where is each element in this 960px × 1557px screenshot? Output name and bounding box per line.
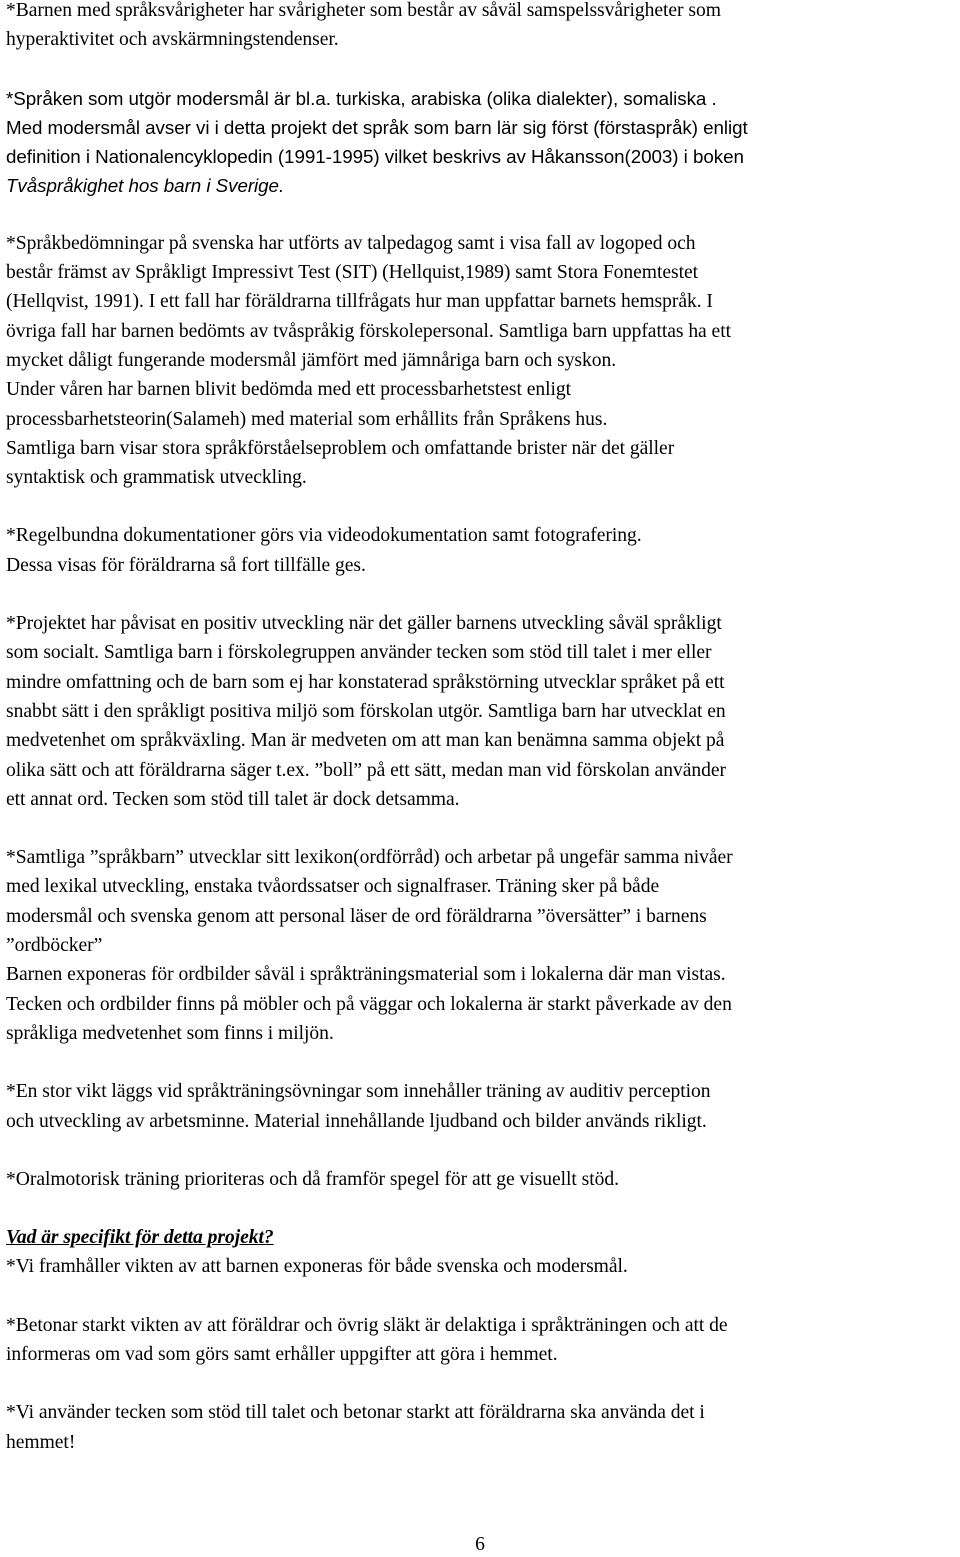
text-line: *Språkbedömningar på svenska har utförts av talpedagog samt i visa fall av logoped och xyxy=(6,232,696,254)
text-line: språkliga medvetenhet som finns i miljön. xyxy=(6,1022,334,1044)
text-line: *Samtliga ”språkbarn” utvecklar sitt lexikon(ordförråd) och arbetar på ungefär samma nivåer xyxy=(6,847,733,869)
text-line: modersmål och svenska genom att personal läser de ord föräldrarna ”översätter” i barnens xyxy=(6,905,707,927)
text-line: informeras om vad som görs samt erhåller uppgifter att göra i hemmet. xyxy=(6,1343,558,1365)
text-line: Med modersmål avser vi i detta projekt det språk som barn lär sig först (förstaspråk) enligt xyxy=(6,116,748,138)
paragraph-oral-motor xyxy=(6,1165,954,1194)
text-line: *Regelbundna dokumentationer görs via videodokumentation samt fotografering. xyxy=(6,525,642,547)
paragraph-lexicon-development xyxy=(6,843,954,1048)
text-line: *Oralmotorisk träning prioriteras och då framför spegel för att ge visuellt stöd. xyxy=(6,1168,619,1190)
text-line: mindre omfattning och de barn som ej har konstaterad språkstörning utvecklar språket på ett xyxy=(6,671,725,693)
text-line: *Språken som utgör modersmål är bl.a. turkiska, arabiska (olika dialekter), somaliska . xyxy=(6,87,717,109)
section-heading xyxy=(6,1223,954,1252)
paragraph-parent-involvement xyxy=(6,1311,954,1370)
text-line: ”ordböcker” xyxy=(6,935,103,957)
text-line: övriga fall har barnen bedömts av tvåspråkig förskolepersonal. Samtliga barn uppfattas ha ett xyxy=(6,320,731,342)
text-line: *Vi framhåller vikten av att barnen exponeras för både svenska och modersmål. xyxy=(6,1256,628,1278)
text-line: *Projektet har påvisat en positiv utveckling när det gäller barnens utveckling såväl språkligt xyxy=(6,613,722,635)
paragraph-language-difficulties xyxy=(6,0,954,55)
paragraph-project-results xyxy=(6,609,954,814)
text-line: hyperaktivitet och avskärmningstendenser. xyxy=(6,29,339,51)
paragraph-language-assessments xyxy=(6,229,954,493)
text-line: olika sätt och att föräldrarna säger t.ex. ”boll” på ett sätt, medan man vid förskolan använder xyxy=(6,759,726,781)
text-line: som socialt. Samtliga barn i förskolegruppen använder tecken som stöd till talet i mer eller xyxy=(6,642,712,664)
book-title: Tvåspråkighet hos barn i Sverige. xyxy=(6,175,285,197)
text-line: ett annat ord. Tecken som stöd till talet är dock detsamma. xyxy=(6,788,460,810)
text-line: består främst av Språkligt Impressivt Test (SIT) (Hellquist,1989) samt Stora Fonemtestet xyxy=(6,262,699,284)
text-line: mycket dåligt fungerande modersmål jämfört med jämnåriga barn och syskon. xyxy=(6,349,617,371)
text-line: medvetenhet om språkväxling. Man är medveten om att man kan benämna samma objekt på xyxy=(6,730,725,752)
text-line: Barnen exponeras för ordbilder såväl i språkträningsmaterial som i lokalerna där man vistas. xyxy=(6,964,726,986)
text-line: Dessa visas för föräldrarna så fort tillfälle ges. xyxy=(6,554,366,576)
text-line: *En stor vikt läggs vid språkträningsövningar som innehåller träning av auditiv perception xyxy=(6,1081,711,1103)
text-line: *Betonar starkt vikten av att föräldrar och övrig släkt är delaktiga i språkträningen och att de xyxy=(6,1314,728,1336)
paragraph-documentation xyxy=(6,521,954,580)
text-line: och utveckling av arbetsminne. Material innehållande ljudband och bilder används rikligt. xyxy=(6,1110,707,1132)
heading-text: Vad är specifikt för detta projekt? xyxy=(6,1227,274,1249)
text-line: syntaktisk och grammatisk utveckling. xyxy=(6,467,307,489)
text-line: *Vi använder tecken som stöd till talet och betonar starkt att föräldrarna ska använda det i xyxy=(6,1402,705,1424)
text-line: processbarhetsteorin(Salameh) med material som erhållits från Språkens hus. xyxy=(6,408,608,430)
paragraph-exposure xyxy=(6,1252,954,1281)
paragraph-sign-support xyxy=(6,1398,954,1457)
page-number: 6 xyxy=(475,1534,485,1555)
paragraph-mother-tongues xyxy=(6,84,954,201)
paragraph-auditory-training xyxy=(6,1077,954,1136)
text-line: definition i Nationalencyklopedin (1991-1995) vilket beskrivs av Håkansson(2003) i boken xyxy=(6,146,744,168)
text-line: Under våren har barnen blivit bedömda med ett processbarhetstest enligt xyxy=(6,379,572,401)
text-line: snabbt sätt i den språkligt positiva miljö som förskolan utgör. Samtliga barn har utvecklat en xyxy=(6,700,726,722)
text-line: Samtliga barn visar stora språkförståelseproblem och omfattande brister när det gäller xyxy=(6,437,675,459)
text-line: hemmet! xyxy=(6,1431,76,1453)
text-line: *Barnen med språksvårigheter har svårigheter som består av såväl samspelssvårigheter som xyxy=(6,0,721,21)
text-line: med lexikal utveckling, enstaka tvåordssatser och signalfraser. Träning sker på både xyxy=(6,876,660,898)
text-line: (Hellqvist, 1991). I ett fall har föräldrarna tillfrågats hur man uppfattar barnets hemspråk. I xyxy=(6,291,713,313)
text-line: Tecken och ordbilder finns på möbler och på väggar och lokalerna är starkt påverkade av den xyxy=(6,993,732,1015)
